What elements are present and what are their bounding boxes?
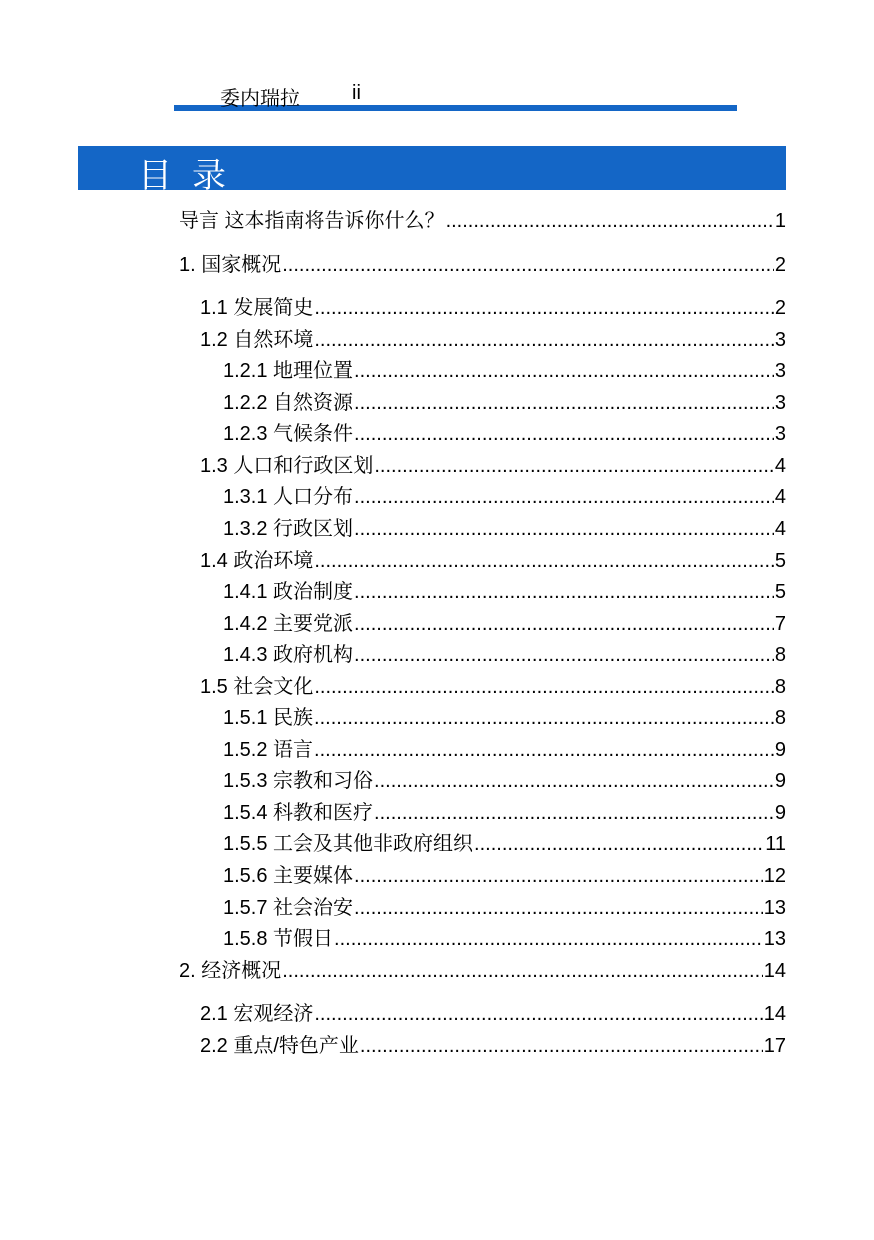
toc-entry-page: 14: [763, 960, 786, 982]
toc-entry-page: 17: [763, 1035, 786, 1057]
toc-dot-leader: [282, 253, 774, 277]
toc-entry-page: 3: [774, 392, 786, 414]
toc-entry-page: 8: [774, 707, 786, 729]
toc-entry[interactable]: [223, 418, 786, 446]
toc-entry-page: 5: [774, 550, 786, 572]
toc-entry-page: 2: [774, 254, 786, 276]
toc-dot-leader: [354, 864, 763, 888]
toc-dot-leader: [314, 675, 774, 699]
toc-dot-leader: [374, 454, 774, 478]
toc-dot-leader: [314, 738, 774, 762]
toc-dot-leader: [314, 1002, 762, 1026]
toc-entry[interactable]: [223, 923, 786, 951]
toc-dot-leader: [374, 769, 774, 793]
toc-entry[interactable]: [223, 765, 786, 793]
toc-entry-label: 1.2 自然环境: [200, 329, 314, 351]
toc-entry-page: 14: [763, 1003, 786, 1025]
toc-dot-leader: [282, 959, 763, 983]
toc-entry-page: 13: [763, 897, 786, 919]
toc-dot-leader: [314, 296, 774, 320]
toc-entry-page: 9: [774, 802, 786, 824]
toc-dot-leader: [354, 612, 774, 636]
toc-dot-leader: [314, 706, 774, 730]
toc-dot-leader: [314, 328, 774, 352]
toc-entry-page: 11: [765, 833, 786, 855]
toc-entry[interactable]: [200, 671, 786, 699]
toc-entry[interactable]: [223, 797, 786, 825]
toc-entry-page: 5: [774, 581, 786, 603]
toc-entry[interactable]: [223, 734, 786, 762]
toc-banner: [78, 146, 786, 195]
toc-entry-label: 1.2.1 地理位置: [223, 360, 354, 382]
toc-entry[interactable]: [179, 955, 786, 983]
toc-entry-label: 1.5.6 主要媒体: [223, 865, 354, 887]
header-page-number: ii: [352, 82, 361, 104]
toc-entry-page: 7: [774, 613, 786, 635]
toc-entry-page: 3: [774, 423, 786, 445]
toc-entry-label: 1.5.1 民族: [223, 707, 314, 729]
toc-entry-label: 1.5.4 科教和医疗: [223, 802, 374, 824]
toc-entry-label: 1.5.7 社会治安: [223, 897, 354, 919]
toc-dot-leader: [446, 209, 774, 233]
toc-entry-label: 1.3.1 人口分布: [223, 486, 354, 508]
toc-entry[interactable]: [223, 892, 786, 920]
toc-entry[interactable]: [223, 860, 786, 888]
toc-dot-leader: [374, 801, 774, 825]
toc-entry-label: 1.5.5 工会及其他非政府组织: [223, 833, 474, 855]
toc-entry-page: 4: [774, 518, 786, 540]
toc-entry-page: 8: [774, 644, 786, 666]
toc-entry-label: 导言 这本指南将告诉你什么？: [179, 210, 445, 232]
toc-entry-label: 1.2.3 气候条件: [223, 423, 354, 445]
toc-entry-page: 12: [763, 865, 786, 887]
toc-dot-leader: [354, 422, 774, 446]
toc-heading: 目录: [138, 157, 246, 195]
toc-entry[interactable]: [200, 450, 786, 478]
toc-entry-page: 1: [774, 210, 786, 232]
toc-entry-label: 1.3 人口和行政区划: [200, 455, 374, 477]
toc-entry-page: 8: [774, 676, 786, 698]
toc-dot-leader: [354, 391, 774, 415]
toc-dot-leader: [334, 927, 763, 951]
toc-dot-leader: [354, 517, 774, 541]
toc-entry-page: 4: [774, 455, 786, 477]
toc-entry-page: 9: [774, 739, 786, 761]
toc-entry-page: 4: [774, 486, 786, 508]
toc-entry-label: 1.4.3 政府机构: [223, 644, 354, 666]
toc-entry-label: 1.5.8 节假日: [223, 928, 334, 950]
toc-entry-label: 2.2 重点/特色产业: [200, 1035, 359, 1057]
toc-entry[interactable]: [223, 608, 786, 636]
toc-entry[interactable]: [200, 324, 786, 352]
toc-entry-label: 1. 国家概况: [179, 254, 282, 276]
toc-entry-page: 13: [763, 928, 786, 950]
toc-entry[interactable]: [223, 828, 786, 856]
toc-entry[interactable]: [223, 481, 786, 509]
toc-dot-leader: [354, 643, 774, 667]
toc-entry-label: 1.4 政治环境: [200, 550, 314, 572]
toc-entry-page: 9: [774, 770, 786, 792]
toc-entry[interactable]: [200, 1030, 786, 1058]
toc-entry-label: 1.4.2 主要党派: [223, 613, 354, 635]
toc-entry[interactable]: [200, 292, 786, 320]
toc-entry-label: 1.4.1 政治制度: [223, 581, 354, 603]
toc-entry[interactable]: [223, 639, 786, 667]
toc-dot-leader: [354, 896, 763, 920]
toc-dot-leader: [474, 832, 764, 856]
running-header: [174, 80, 737, 111]
toc-entry[interactable]: [223, 576, 786, 604]
toc-entry-label: 2. 经济概况: [179, 960, 282, 982]
header-title: 委内瑞拉: [220, 88, 300, 110]
toc-dot-leader: [360, 1034, 763, 1058]
toc-entry-page: 3: [774, 360, 786, 382]
toc-entry-label: 1.5 社会文化: [200, 676, 314, 698]
toc-entry-label: 1.3.2 行政区划: [223, 518, 354, 540]
toc-entry[interactable]: [223, 355, 786, 383]
toc-entry[interactable]: [179, 249, 786, 277]
toc-dot-leader: [354, 359, 774, 383]
toc-entry-label: 1.1 发展简史: [200, 297, 314, 319]
toc-entry[interactable]: [200, 545, 786, 573]
toc-entry-page: 2: [774, 297, 786, 319]
toc-entry[interactable]: [223, 513, 786, 541]
toc-entry[interactable]: [179, 205, 786, 233]
toc-dot-leader: [314, 549, 774, 573]
toc-entry-label: 1.5.3 宗教和习俗: [223, 770, 374, 792]
toc-entry[interactable]: [200, 998, 786, 1026]
toc-entry-page: 3: [774, 329, 786, 351]
toc-entry-label: 1.2.2 自然资源: [223, 392, 354, 414]
toc-dot-leader: [354, 485, 774, 509]
toc-entry-label: 2.1 宏观经济: [200, 1003, 314, 1025]
toc-entry-label: 1.5.2 语言: [223, 739, 314, 761]
toc-entry[interactable]: [223, 387, 786, 415]
toc-entry[interactable]: [223, 702, 786, 730]
toc-dot-leader: [354, 580, 774, 604]
